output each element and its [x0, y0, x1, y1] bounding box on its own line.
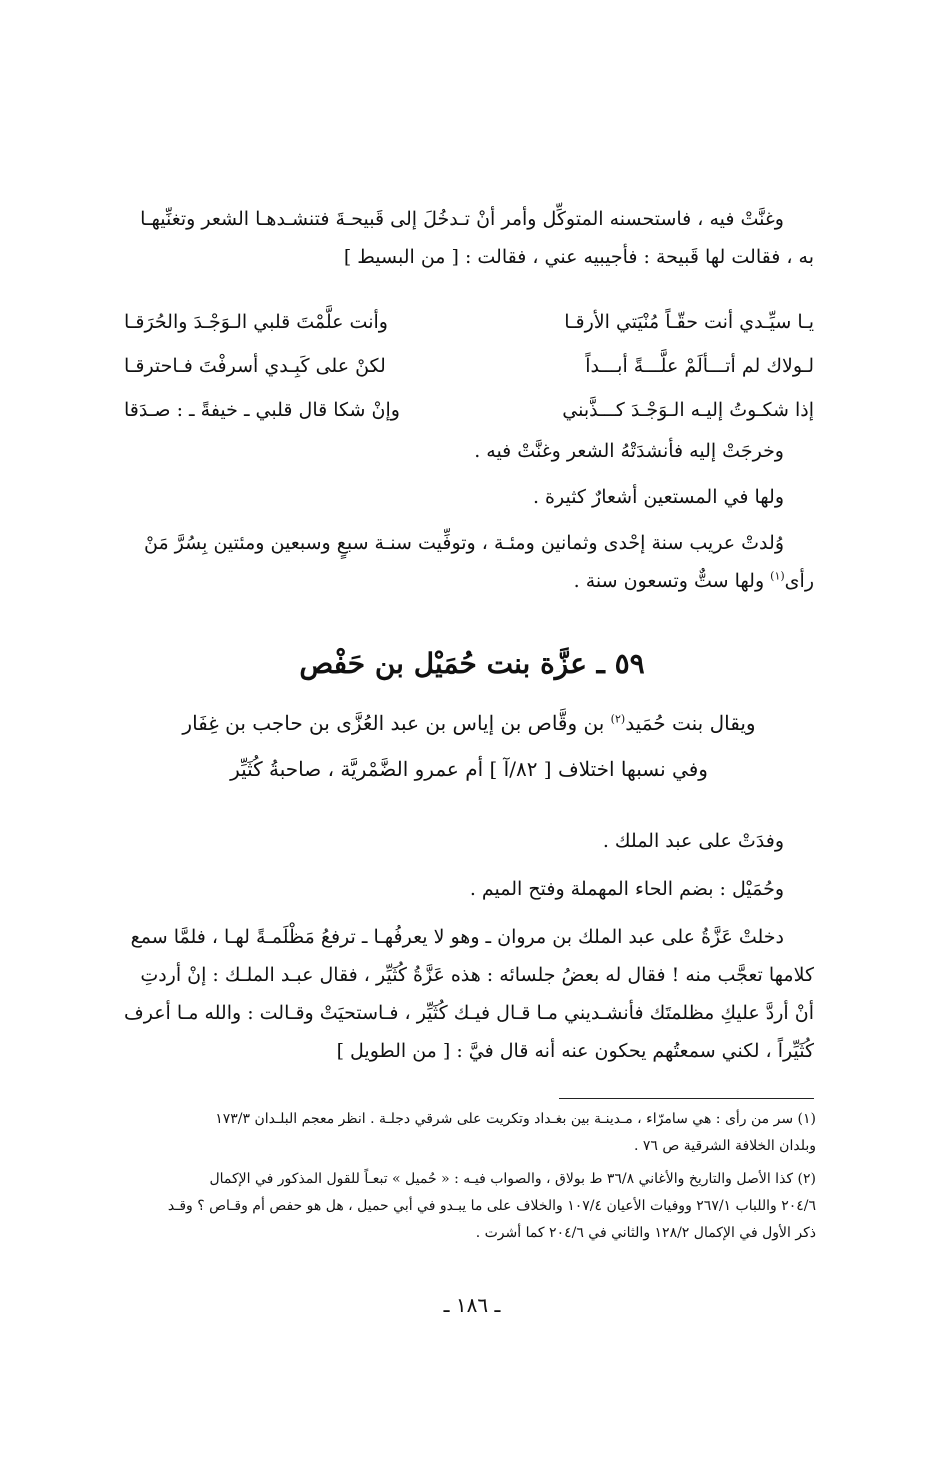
footnote-2-line-2: ٢٠٤/٦ واللباب ٢٦٧/١ ووفيات الأعيان ١٠٧/٤ والخلاف على ما يبـدو في أبي حميل ، هل هو حفص أم وقـاص ؟ وقـد — [167, 1198, 816, 1214]
footnote-ref-2[interactable]: (٢) — [610, 712, 626, 726]
lineage-line-1-start: ويقال بنت حُمَيد — [625, 711, 756, 735]
footnote-2-line-1: (٢) كذا الأصل والتاريخ والأغاني ٣٦/٨ ط بولاق ، والصواب فيـه : « حُميل » تبعـاً للقول المذكور في الإكمال — [209, 1171, 816, 1187]
footnote-2-line-3: ذكر الأول في الإكمال ١٢٨/٢ والثاني في ٢٠٤/٦ كما أشرت . — [475, 1225, 816, 1241]
footnote-ref-1[interactable]: (١) — [770, 569, 785, 583]
after-verses-line-1: وخرجَتْ إليه فأنشدَتْهُ الشعر وغنَّتْ فيه . — [474, 440, 784, 462]
body-line-5: أنْ أردَّ عليكِ مظلمتَك فأنشـديني مـا قـال فيـك كُثَيِّر ، فـاستحيَتْ وقـالت : والله مـا أعرف — [124, 1002, 814, 1024]
footnote-2 — [122, 1166, 816, 1247]
body-line-3: دخلتْ عَزَّةُ على عبد الملك بن مروان ـ وهو لا يعرفُهـا ـ ترفعُ مَظْلَمـةً لهـا ، فلمَّا سمع — [130, 926, 784, 948]
lineage-line-1 — [124, 700, 814, 746]
body-paragraph — [124, 822, 814, 1070]
verse-2 — [124, 344, 814, 388]
body-line-1: وفدَتْ على عبد الملك . — [602, 830, 784, 852]
after-verses-line-4 — [124, 562, 814, 600]
lineage-line-1-end: بن وقَّاص بن إياس بن عبد العُزَّى بن حاجب بن غِفَار — [182, 711, 611, 735]
verse-1-second-hemistich: وأنت علَّمْتَ قلبي الـوَجْـدَ والحُرَقـا — [124, 311, 388, 333]
poem-verses — [124, 300, 814, 432]
footnote-1-line-1: (١) سر من رأى : هي سامرّاء ، مـدينـة بين بغـداد وتكريت على شرقي دجلـة . انظر معجم البلـدان ١٧٣/٣ — [215, 1111, 816, 1127]
verse-2-second-hemistich: لكنْ على كَبِـدي أسرفْتَ فـاحترقـا — [124, 355, 386, 377]
after-verses-line-2: ولها في المستعين أشعارٌ كثيرة . — [532, 486, 784, 508]
after-verses-line-4-start: رأى — [784, 570, 814, 592]
body-line-4: كلامها تعجَّب منه ! فقال له بعضُ جلسائه : هذه عَزَّةُ كُثَيِّر ، فقال عبـد الملـك : إنْ أردتِ — [140, 964, 814, 986]
footnotes — [122, 1106, 816, 1253]
after-verses-paragraph — [124, 432, 814, 600]
lineage-paragraph — [124, 700, 814, 792]
footnote-divider — [559, 1098, 814, 1099]
verse-3-second-hemistich: وإنْ شكا قال قلبي ـ خيفةً ـ : صـدَقا — [124, 399, 400, 421]
footnote-1-line-2: وبلدان الخلافة الشرقية ص ٧٦ . — [633, 1138, 816, 1154]
verse-3-first-hemistich: إذا شكـوتُ إليـه الـوَجْـدَ كـــذَّبني — [562, 399, 814, 421]
verse-1 — [124, 300, 814, 344]
lineage-line-2: وفي نسبها اختلاف [ ٨٢/آ ] أم عمرو الضَّمْريَّة ، صاحبةُ كُثَيِّر — [230, 757, 708, 781]
intro-line-1: وغنَّتْ فيه ، فاستحسنه المتوكِّل وأمر أنْ تـدخُلَ إلى قَبيحـةَ فتنشـدهـا الشعر وتغنِّيهـا — [140, 208, 784, 230]
section-heading: ٥٩ ـ عزَّة بنت حُمَيْل بن حَفْص — [299, 647, 645, 680]
verse-2-first-hemistich: لـولاك لم أتـــألَمْ علَّـــةً أبـــداً — [585, 355, 814, 377]
after-verses-line-3: وُلدتْ عريب سنة إحْدى وثمانين ومئـة ، وتوفِّيت سنـة سبعٍ وسبعين ومئتين بِسُرَّ مَنْ — [144, 532, 784, 554]
verse-1-first-hemistich: يـا سيِّـدي أنت حقّـاً مُنْيَتي الأرقـا — [564, 311, 814, 333]
intro-paragraph — [124, 200, 814, 276]
intro-line-2: به ، فقالت لها قَبيحة : فأجيبيه عني ، فقالت : [ من البسيط ] — [343, 246, 814, 268]
page-number: ـ ١٨٦ ـ — [443, 1293, 501, 1317]
body-line-6: كُثَيِّراً ، لكني سمعتُهم يحكون عنه أنه قال فيَّ : [ من الطويل ] — [336, 1040, 814, 1062]
footnote-1 — [122, 1106, 816, 1160]
body-line-2: وحُمَيْل : بضم الحاء المهملة وفتح الميم . — [469, 878, 784, 900]
after-verses-line-4-end: ولها ستٌّ وتسعون سنة . — [573, 570, 771, 592]
verse-3 — [124, 388, 814, 432]
